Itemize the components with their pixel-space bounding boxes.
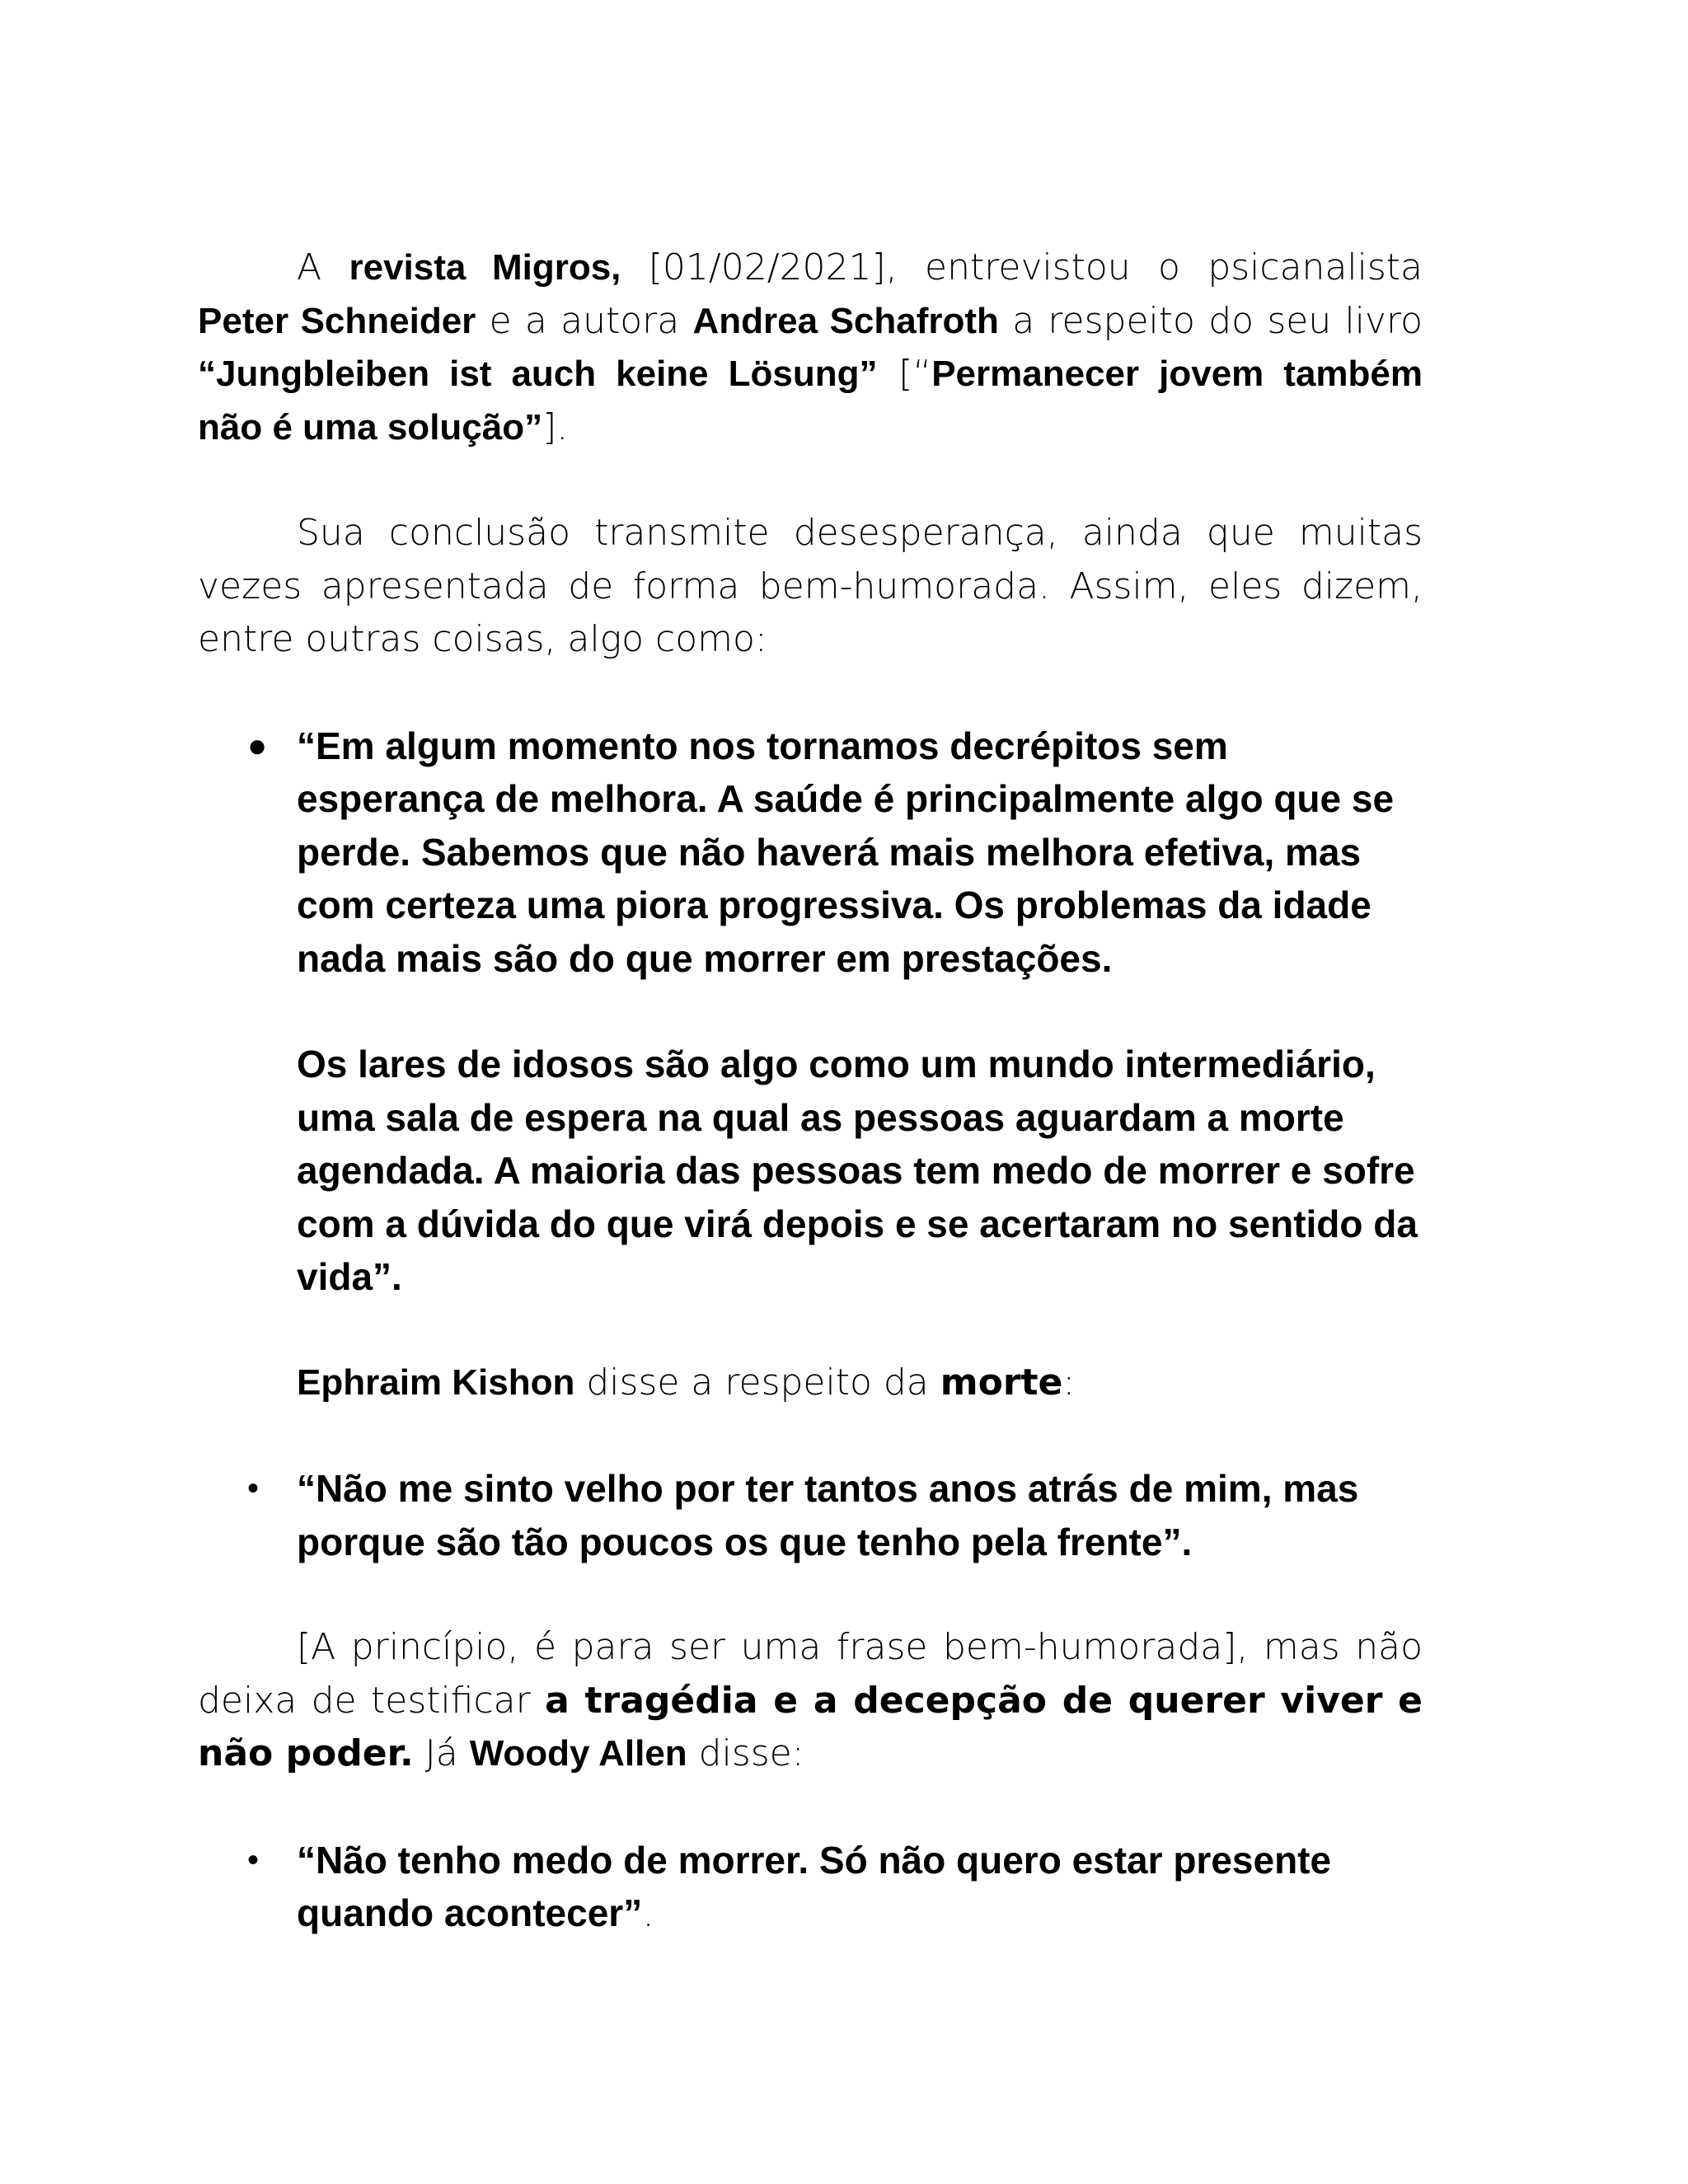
emphasis-word: morte	[940, 1361, 1063, 1404]
book-title: “Jungbleiben ist auch keine Lösung”	[198, 354, 878, 394]
intro-paragraph	[198, 241, 1423, 454]
quote-list-item-2	[198, 1462, 1423, 1568]
kishon-intro-line	[198, 1357, 1423, 1410]
author-name-andrea: Andrea Schafroth	[692, 300, 999, 341]
bullet-icon: •	[247, 1469, 260, 1507]
quote-paragraph	[297, 1834, 1423, 1940]
text-run: a respeito do seu livro	[998, 299, 1423, 342]
text-run: e a autora	[476, 299, 693, 342]
text-run: :	[1062, 1361, 1076, 1404]
bullet-icon: •	[247, 1840, 260, 1879]
bullet-icon: ●	[247, 726, 268, 765]
quote-list-item-1	[198, 719, 1423, 1304]
quote-paragraph: “Em algum momento nos tornamos decrépitos sem esperança de melhora. A saúde é principalmente algo que se perde. Sabemos que não haverá mais melhora efetiva, mas com certeza uma piora progressiva. Os problemas da idade nada mais são do que morrer em prestações.	[297, 724, 1395, 980]
text-run: [“	[877, 353, 932, 395]
quote-paragraph: “Não me sinto velho por ter tantos anos atrás de mim, mas porque são tão poucos os que tenho pela frente”.	[297, 1467, 1359, 1563]
text-run: [01/02/2021], entrevistou o psicanalista	[621, 246, 1423, 288]
person-name-woody-allen: Woody Allen	[469, 1733, 687, 1774]
text-run: .	[642, 1891, 654, 1935]
tragedy-paragraph	[198, 1621, 1423, 1781]
text-run: ].	[542, 405, 569, 448]
quote-paragraph: Os lares de idosos são algo como um mundo intermediário, uma sala de espera na qual as pessoas aguardam a morte agendada. A maioria das pessoas tem medo de morrer e sofre com a dúvida do que virá depois e se acertaram no sentido da vida”.	[297, 1043, 1418, 1298]
person-name-kishon: Ephraim Kishon	[297, 1361, 575, 1403]
conclusion-paragraph: Sua conclusão transmite desesperança, ainda que muitas vezes apresentada de forma bem-humorada. Assim, eles dizem, entre outras coisas, algo como:	[198, 512, 1423, 660]
book-title-translation: Permanecer jovem também não é uma solução”	[198, 354, 1423, 448]
document-body	[198, 241, 1423, 1940]
quote-list-item-3	[198, 1834, 1423, 1940]
text-run: disse a respeito da	[574, 1361, 940, 1404]
author-name-peter: Peter Schneider	[198, 300, 476, 341]
text-run: A	[297, 246, 349, 288]
quote-text-run: “Não tenho medo de morrer. Só não quero estar presente quando acontecer”	[297, 1838, 1332, 1934]
text-run: Já	[413, 1732, 470, 1774]
magazine-name: revista Migros,	[349, 247, 621, 288]
text-run: [A princípio, é para ser uma frase bem-humorada], mas não deixa de testificar	[198, 1626, 1423, 1722]
text-run: disse:	[687, 1732, 804, 1774]
emphasis-phrase: a tragédia e a decepção de querer viver e não poder.	[198, 1679, 1423, 1774]
